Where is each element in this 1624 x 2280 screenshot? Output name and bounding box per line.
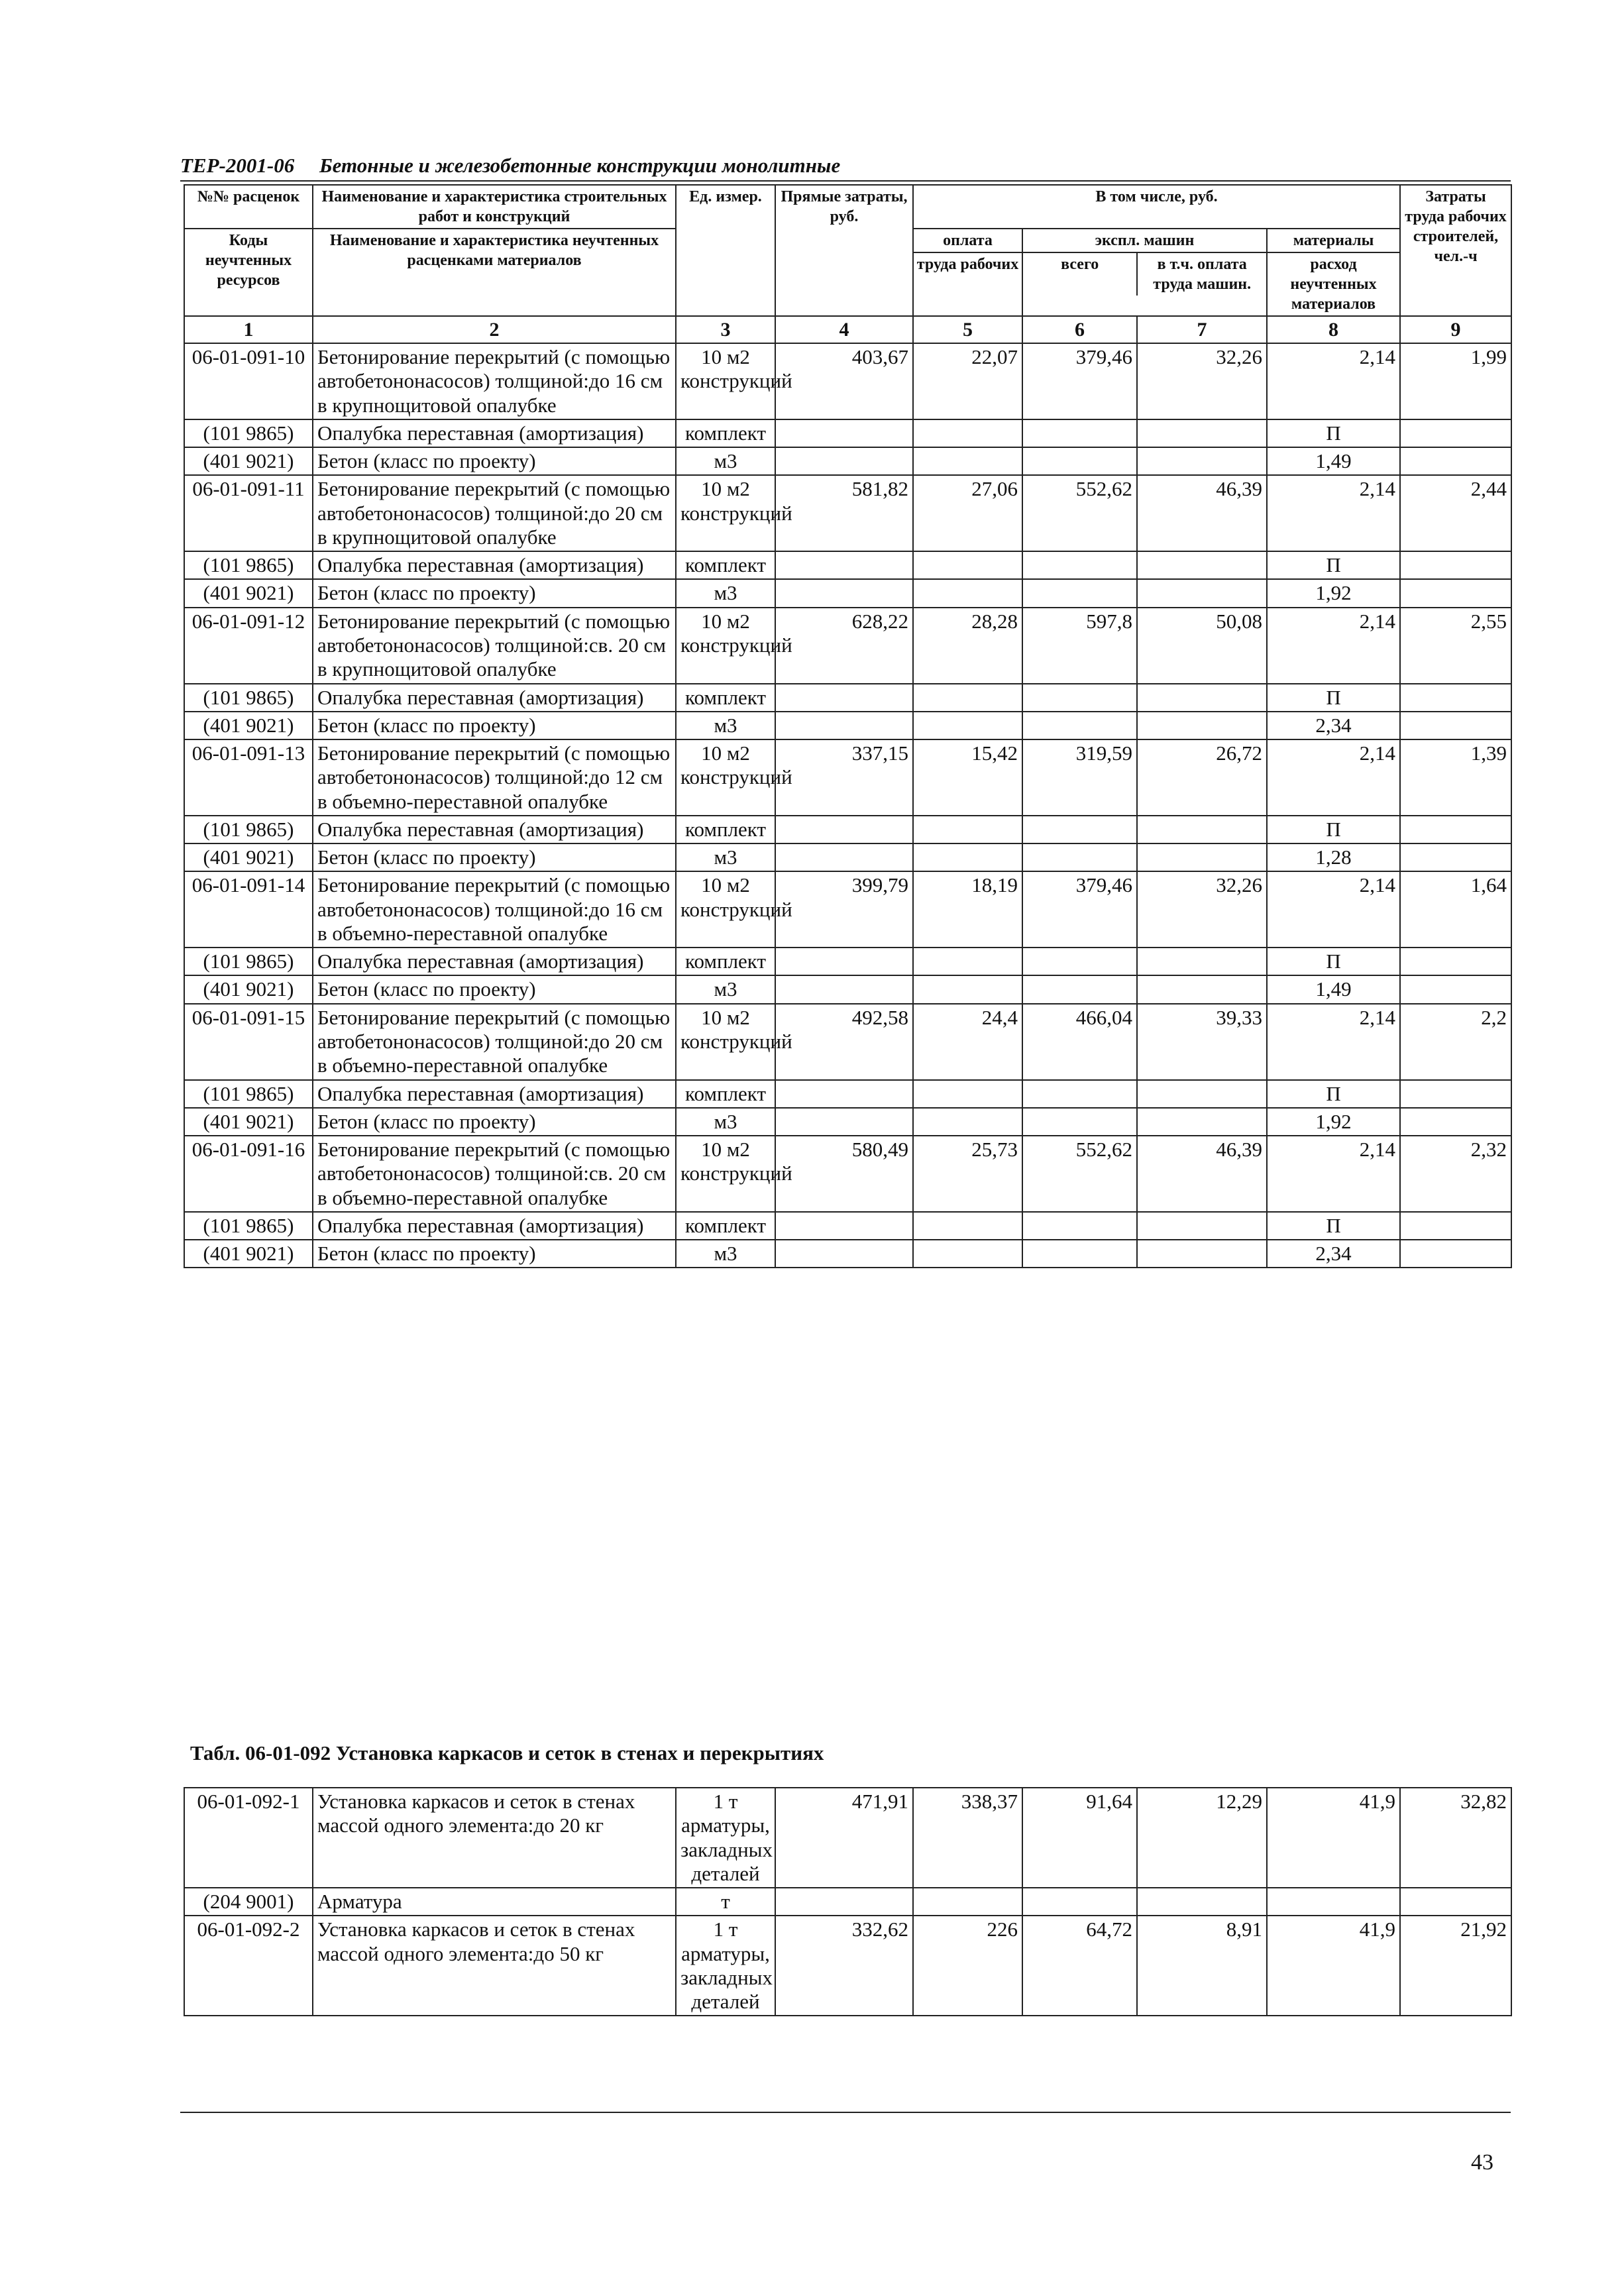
resource-code: (101 9865): [184, 1080, 313, 1108]
machine-cost: 319,59: [1022, 739, 1137, 816]
resource-quantity: П: [1267, 684, 1400, 712]
labor-hours: 1,64: [1400, 871, 1511, 948]
direct-cost: 628,22: [775, 608, 913, 684]
resource-code: (401 9021): [184, 1240, 313, 1268]
resource-row: [184, 1888, 1511, 1916]
empty-cell: [775, 975, 913, 1003]
empty-cell: [1022, 975, 1137, 1003]
table-092-body: [184, 1788, 1511, 2016]
empty-cell: [1400, 1888, 1511, 1916]
resource-code: (101 9865): [184, 816, 313, 843]
col-machines-header: экспл. машин всего в т.ч. оплата труда машин.: [1022, 229, 1267, 316]
resource-row: [184, 551, 1511, 579]
empty-cell: [775, 551, 913, 579]
resource-code: (401 9021): [184, 712, 313, 739]
resource-unit: м3: [676, 843, 775, 871]
resource-name: Бетон (класс по проекту): [313, 1240, 676, 1268]
machine-labor-cost: 32,26: [1137, 343, 1267, 419]
labor-hours: 2,32: [1400, 1136, 1511, 1212]
col-rescode-header: Коды неучтенных ресурсов: [184, 229, 313, 316]
document-code: ТЕР-2001-06: [180, 154, 295, 177]
rate-row: [184, 1004, 1511, 1080]
empty-cell: [913, 551, 1022, 579]
direct-cost: 399,79: [775, 871, 913, 948]
rates-table-091: [184, 184, 1512, 1268]
empty-cell: [913, 712, 1022, 739]
empty-cell: [1137, 843, 1267, 871]
rate-name: Установка каркасов и сеток в стенах массой одного элемента:до 20 кг: [313, 1788, 676, 1888]
col-direct-header: Прямые затраты, руб.: [775, 185, 913, 316]
empty-cell: [1022, 1212, 1137, 1240]
empty-cell: [1400, 1240, 1511, 1268]
empty-cell: [775, 419, 913, 447]
empty-cell: [775, 948, 913, 975]
resource-name: Опалубка переставная (амортизация): [313, 1080, 676, 1108]
empty-cell: [1400, 948, 1511, 975]
empty-cell: [1022, 1108, 1137, 1136]
materials-cost: 2,14: [1267, 343, 1400, 419]
rates-table-092: [184, 1787, 1512, 2016]
empty-cell: [1022, 712, 1137, 739]
resource-name: Бетон (класс по проекту): [313, 843, 676, 871]
resource-unit: м3: [676, 1240, 775, 1268]
resource-code: (401 9021): [184, 843, 313, 871]
labor-cost: 28,28: [913, 608, 1022, 684]
resource-code: (401 9021): [184, 1108, 313, 1136]
empty-cell: [1137, 419, 1267, 447]
rate-row: [184, 343, 1511, 419]
machine-cost: 91,64: [1022, 1788, 1137, 1888]
resource-code: (204 9001): [184, 1888, 313, 1916]
resource-unit: комплект: [676, 1080, 775, 1108]
empty-cell: [1400, 419, 1511, 447]
machine-cost: 379,46: [1022, 343, 1137, 419]
empty-cell: [1022, 1888, 1137, 1916]
empty-cell: [775, 816, 913, 843]
materials-cost: 41,9: [1267, 1916, 1400, 2016]
rate-name: Бетонирование перекрытий (с помощью автобетононасосов) толщиной:до 20 см в объемно-переставной опалубке: [313, 1004, 676, 1080]
rate-unit: 10 м2 конструкций: [676, 343, 775, 419]
labor-cost: 24,4: [913, 1004, 1022, 1080]
col-code-header: №№ расценок: [184, 185, 313, 229]
rate-code: 06-01-091-13: [184, 739, 313, 816]
rates-body: [184, 343, 1511, 1268]
resource-code: (101 9865): [184, 551, 313, 579]
empty-cell: [775, 712, 913, 739]
machine-labor-cost: 32,26: [1137, 871, 1267, 948]
machine-cost: 466,04: [1022, 1004, 1137, 1080]
empty-cell: [775, 579, 913, 607]
resource-name: Опалубка переставная (амортизация): [313, 948, 676, 975]
empty-cell: [913, 579, 1022, 607]
empty-cell: [775, 1108, 913, 1136]
labor-cost: 22,07: [913, 343, 1022, 419]
empty-cell: [1137, 447, 1267, 475]
resource-row: [184, 579, 1511, 607]
empty-cell: [1022, 551, 1137, 579]
empty-cell: [775, 684, 913, 712]
machine-labor-cost: 8,91: [1137, 1916, 1267, 2016]
direct-cost: 580,49: [775, 1136, 913, 1212]
resource-row: [184, 1240, 1511, 1268]
direct-cost: 332,62: [775, 1916, 913, 2016]
rate-code: 06-01-091-14: [184, 871, 313, 948]
labor-cost: 226: [913, 1916, 1022, 2016]
empty-cell: [913, 816, 1022, 843]
empty-cell: [775, 843, 913, 871]
empty-cell: [1022, 816, 1137, 843]
labor-hours: 2,44: [1400, 475, 1511, 551]
rate-name: Бетонирование перекрытий (с помощью автобетононасосов) толщиной:св. 20 см в объемно-переставной опалубке: [313, 1136, 676, 1212]
resource-unit: м3: [676, 447, 775, 475]
materials-cost: 41,9: [1267, 1788, 1400, 1888]
empty-cell: [913, 447, 1022, 475]
resource-name: Опалубка переставная (амортизация): [313, 1212, 676, 1240]
rate-name: Бетонирование перекрытий (с помощью автобетононасосов) толщиной:св. 20 см в крупнощитовой опалубке: [313, 608, 676, 684]
direct-cost: 581,82: [775, 475, 913, 551]
rate-row: [184, 1788, 1511, 1888]
resource-row: [184, 419, 1511, 447]
empty-cell: [1400, 447, 1511, 475]
labor-cost: 15,42: [913, 739, 1022, 816]
rate-code: 06-01-092-2: [184, 1916, 313, 2016]
labor-hours: 2,2: [1400, 1004, 1511, 1080]
resource-quantity: П: [1267, 419, 1400, 447]
labor-cost: 338,37: [913, 1788, 1022, 1888]
rate-row: [184, 739, 1511, 816]
empty-cell: [1400, 816, 1511, 843]
resource-name: Опалубка переставная (амортизация): [313, 684, 676, 712]
direct-cost: 337,15: [775, 739, 913, 816]
document-title: Бетонные и железобетонные конструкции монолитные: [319, 154, 841, 177]
empty-cell: [913, 843, 1022, 871]
rate-row: [184, 475, 1511, 551]
materials-cost: 2,14: [1267, 608, 1400, 684]
page-header: [180, 154, 1511, 182]
rate-row: [184, 871, 1511, 948]
empty-cell: [913, 975, 1022, 1003]
empty-cell: [775, 1212, 913, 1240]
resource-unit: комплект: [676, 816, 775, 843]
machine-labor-cost: 46,39: [1137, 1136, 1267, 1212]
empty-cell: [913, 419, 1022, 447]
machine-labor-cost: 50,08: [1137, 608, 1267, 684]
col-labor-header: оплата труда рабочих: [913, 229, 1022, 316]
resource-row: [184, 1080, 1511, 1108]
empty-cell: [1400, 551, 1511, 579]
resource-row: [184, 1212, 1511, 1240]
machine-labor-cost: 46,39: [1137, 475, 1267, 551]
table-092-title: Табл. 06-01-092 Установка каркасов и сеток в стенах и перекрытиях: [190, 1741, 824, 1764]
direct-cost: 471,91: [775, 1788, 913, 1888]
resource-quantity: 1,28: [1267, 843, 1400, 871]
empty-cell: [913, 948, 1022, 975]
resource-unit: м3: [676, 975, 775, 1003]
resource-quantity: 1,92: [1267, 1108, 1400, 1136]
empty-cell: [1137, 948, 1267, 975]
empty-cell: [1137, 1212, 1267, 1240]
materials-cost: 2,14: [1267, 475, 1400, 551]
empty-cell: [913, 684, 1022, 712]
resource-unit: т: [676, 1888, 775, 1916]
empty-cell: [1022, 579, 1137, 607]
empty-cell: [913, 1080, 1022, 1108]
empty-cell: [1400, 684, 1511, 712]
resource-unit: комплект: [676, 948, 775, 975]
resource-code: (401 9021): [184, 447, 313, 475]
page-number: 43: [1471, 2150, 1493, 2175]
empty-cell: [1022, 843, 1137, 871]
empty-cell: [1022, 447, 1137, 475]
empty-cell: [775, 447, 913, 475]
empty-cell: [1022, 1080, 1137, 1108]
resource-row: [184, 684, 1511, 712]
rate-unit: 10 м2 конструкций: [676, 475, 775, 551]
empty-cell: [1137, 816, 1267, 843]
empty-cell: [1022, 948, 1137, 975]
empty-cell: [775, 1240, 913, 1268]
empty-cell: [1400, 1212, 1511, 1240]
column-numbers-row: 1 2 3 4 5 6 7 8 9: [184, 316, 1511, 343]
resource-row: [184, 712, 1511, 739]
materials-cost: 2,14: [1267, 1136, 1400, 1212]
resource-code: (101 9865): [184, 1212, 313, 1240]
rate-unit: 10 м2 конструкций: [676, 739, 775, 816]
empty-cell: [913, 1888, 1022, 1916]
rate-code: 06-01-091-11: [184, 475, 313, 551]
empty-cell: [1022, 1240, 1137, 1268]
rate-unit: 10 м2 конструкций: [676, 871, 775, 948]
resource-unit: комплект: [676, 1212, 775, 1240]
resource-row: [184, 843, 1511, 871]
rate-unit: 10 м2 конструкций: [676, 608, 775, 684]
empty-cell: [1137, 579, 1267, 607]
resource-name: Бетон (класс по проекту): [313, 579, 676, 607]
machine-cost: 64,72: [1022, 1916, 1137, 2016]
empty-cell: [1400, 579, 1511, 607]
resource-name: Опалубка переставная (амортизация): [313, 551, 676, 579]
rate-code: 06-01-091-10: [184, 343, 313, 419]
resource-code: (101 9865): [184, 948, 313, 975]
resource-row: [184, 975, 1511, 1003]
empty-cell: [1400, 1108, 1511, 1136]
resource-name: Бетон (класс по проекту): [313, 975, 676, 1003]
resource-quantity: П: [1267, 551, 1400, 579]
empty-cell: [1022, 684, 1137, 712]
machine-labor-cost: 39,33: [1137, 1004, 1267, 1080]
col-materials-header: материалы расход неучтенных материалов: [1267, 229, 1400, 316]
resource-name: Бетон (класс по проекту): [313, 712, 676, 739]
empty-cell: [913, 1212, 1022, 1240]
empty-cell: [913, 1108, 1022, 1136]
direct-cost: 403,67: [775, 343, 913, 419]
empty-cell: [1137, 1240, 1267, 1268]
col-resname-header: Наименование и характеристика неучтенных расценками материалов: [313, 229, 676, 316]
empty-cell: [1137, 551, 1267, 579]
empty-cell: [1137, 684, 1267, 712]
col-name-header: Наименование и характеристика строительных работ и конструкций: [313, 185, 676, 229]
rate-name: Бетонирование перекрытий (с помощью автобетононасосов) толщиной:до 16 см в крупнощитовой опалубке: [313, 343, 676, 419]
rate-unit: 1 т арматуры, закладных деталей: [676, 1916, 775, 2016]
empty-cell: [1400, 843, 1511, 871]
resource-code: (401 9021): [184, 975, 313, 1003]
resource-quantity: П: [1267, 948, 1400, 975]
empty-cell: [1137, 975, 1267, 1003]
rate-code: 06-01-091-16: [184, 1136, 313, 1212]
bottom-rule: [180, 2112, 1511, 2113]
empty-cell: [1137, 1888, 1267, 1916]
resource-quantity: 1,92: [1267, 579, 1400, 607]
rate-code: 06-01-091-15: [184, 1004, 313, 1080]
resource-code: (101 9865): [184, 419, 313, 447]
materials-cost: 2,14: [1267, 739, 1400, 816]
machine-cost: 379,46: [1022, 871, 1137, 948]
rate-row: [184, 1916, 1511, 2016]
rate-row: [184, 608, 1511, 684]
empty-cell: [913, 1240, 1022, 1268]
labor-hours: 21,92: [1400, 1916, 1511, 2016]
resource-quantity: 1,49: [1267, 447, 1400, 475]
resource-row: [184, 816, 1511, 843]
direct-cost: 492,58: [775, 1004, 913, 1080]
machine-labor-cost: 26,72: [1137, 739, 1267, 816]
empty-cell: [1137, 1080, 1267, 1108]
empty-cell: [1022, 419, 1137, 447]
resource-name: Бетон (класс по проекту): [313, 447, 676, 475]
resource-unit: комплект: [676, 419, 775, 447]
empty-cell: [775, 1888, 913, 1916]
rate-row: [184, 1136, 1511, 1212]
rate-unit: 10 м2 конструкций: [676, 1136, 775, 1212]
resource-unit: м3: [676, 1108, 775, 1136]
empty-cell: [775, 1080, 913, 1108]
resource-code: (101 9865): [184, 684, 313, 712]
labor-hours: 1,39: [1400, 739, 1511, 816]
resource-unit: комплект: [676, 684, 775, 712]
resource-code: (401 9021): [184, 579, 313, 607]
resource-unit: м3: [676, 579, 775, 607]
rate-name: Установка каркасов и сеток в стенах массой одного элемента:до 50 кг: [313, 1916, 676, 2016]
labor-hours: 32,82: [1400, 1788, 1511, 1888]
rate-name: Бетонирование перекрытий (с помощью автобетононасосов) толщиной:до 12 см в объемно-переставной опалубке: [313, 739, 676, 816]
empty-cell: [1137, 712, 1267, 739]
col-hours-header: Затраты труда рабочих строителей, чел.-ч: [1400, 185, 1511, 316]
resource-row: [184, 447, 1511, 475]
labor-cost: 25,73: [913, 1136, 1022, 1212]
rate-unit: 1 т арматуры, закладных деталей: [676, 1788, 775, 1888]
labor-cost: 18,19: [913, 871, 1022, 948]
resource-quantity: 1,49: [1267, 975, 1400, 1003]
resource-quantity: П: [1267, 1080, 1400, 1108]
resource-name: Опалубка переставная (амортизация): [313, 816, 676, 843]
resource-name: Бетон (класс по проекту): [313, 1108, 676, 1136]
materials-cost: 2,14: [1267, 1004, 1400, 1080]
resource-quantity: П: [1267, 816, 1400, 843]
resource-name: Арматура: [313, 1888, 676, 1916]
rate-code: 06-01-091-12: [184, 608, 313, 684]
resource-unit: комплект: [676, 551, 775, 579]
labor-cost: 27,06: [913, 475, 1022, 551]
machine-cost: 597,8: [1022, 608, 1137, 684]
resource-quantity: П: [1267, 1212, 1400, 1240]
machine-cost: 552,62: [1022, 475, 1137, 551]
labor-hours: 1,99: [1400, 343, 1511, 419]
resource-quantity: 2,34: [1267, 712, 1400, 739]
resource-row: [184, 1108, 1511, 1136]
resource-name: Опалубка переставная (амортизация): [313, 419, 676, 447]
rate-unit: 10 м2 конструкций: [676, 1004, 775, 1080]
rate-name: Бетонирование перекрытий (с помощью автобетононасосов) толщиной:до 16 см в объемно-переставной опалубке: [313, 871, 676, 948]
col-group-header: В том числе, руб.: [913, 185, 1400, 229]
resource-quantity: 2,34: [1267, 1240, 1400, 1268]
col-unit-header: Ед. измер.: [676, 185, 775, 316]
empty-cell: [1400, 712, 1511, 739]
materials-cost: 2,14: [1267, 871, 1400, 948]
empty-cell: [1400, 975, 1511, 1003]
machine-cost: 552,62: [1022, 1136, 1137, 1212]
empty-cell: [1400, 1080, 1511, 1108]
labor-hours: 2,55: [1400, 608, 1511, 684]
machine-labor-cost: 12,29: [1137, 1788, 1267, 1888]
resource-quantity: [1267, 1888, 1400, 1916]
rate-code: 06-01-092-1: [184, 1788, 313, 1888]
rate-name: Бетонирование перекрытий (с помощью автобетононасосов) толщиной:до 20 см в крупнощитовой опалубке: [313, 475, 676, 551]
resource-row: [184, 948, 1511, 975]
empty-cell: [1137, 1108, 1267, 1136]
resource-unit: м3: [676, 712, 775, 739]
